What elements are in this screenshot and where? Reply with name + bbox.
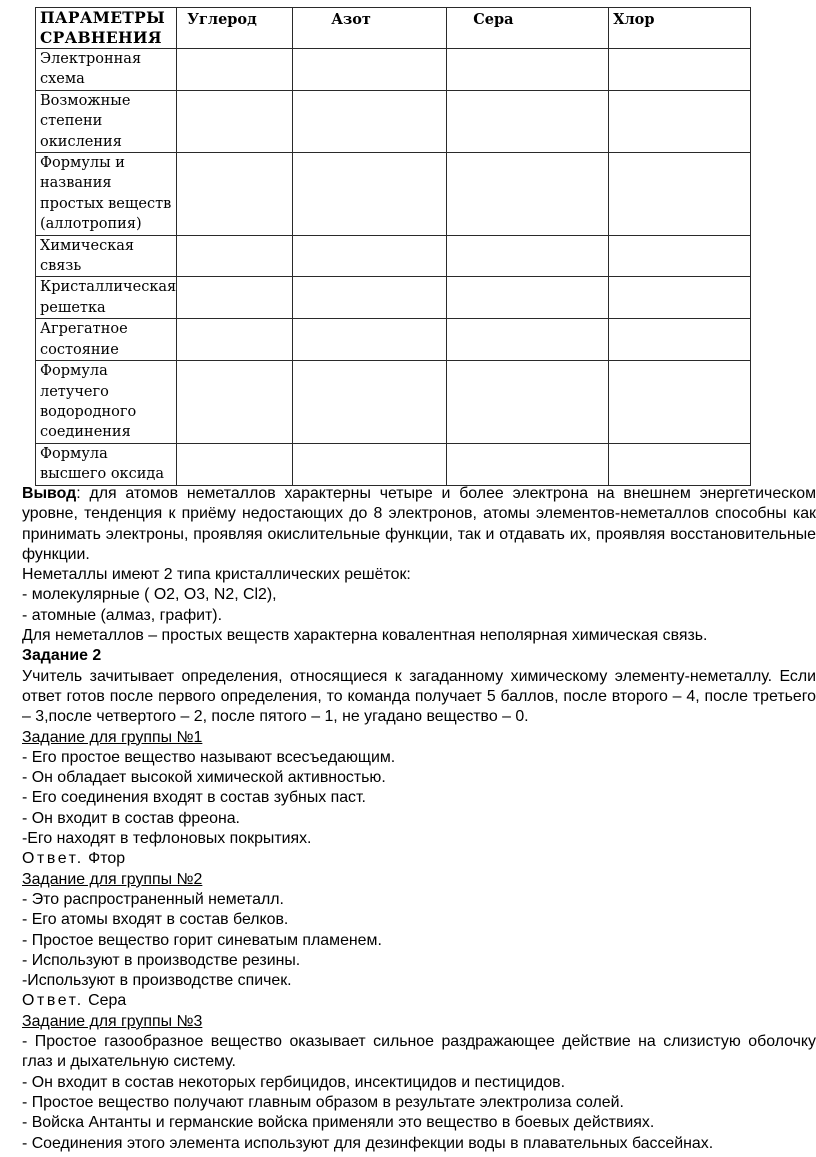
table-cell <box>609 443 751 485</box>
answer-value: Фтор <box>88 850 126 868</box>
group2-clue: - Его атомы входят в состав белков. <box>22 911 289 929</box>
row-label-higher-oxide: Формула высшего оксида <box>36 443 177 485</box>
group1-heading: Задание для группы №1 <box>22 728 203 746</box>
comparison-table <box>35 7 751 486</box>
table-cell <box>447 319 609 361</box>
table-cell <box>447 277 609 319</box>
table-cell <box>177 443 293 485</box>
answer-value: Сера <box>88 992 127 1010</box>
table-cell <box>609 49 751 91</box>
table-row <box>36 153 751 236</box>
group3-heading: Задание для группы №3 <box>22 1012 203 1030</box>
group2-clue: - Это распространенный неметалл. <box>22 890 284 908</box>
table-cell <box>177 319 293 361</box>
element-header-sulfur: Сера <box>447 8 609 49</box>
row-label-aggregate-state: Агрегатное состояние <box>36 319 177 361</box>
table-cell <box>609 319 751 361</box>
task2-intro: Учитель зачитывает определения, относящиеся к загаданному химическому элементу-неметаллу. Если ответ готов после первого определения, то команда получает 5 баллов, после второго – 4, после третьего – 3,после четвертого – 2, после пятого – 1, не угадано вещество – 0. <box>22 667 816 726</box>
table-cell <box>293 90 447 152</box>
table-cell <box>293 319 447 361</box>
table-cell <box>293 153 447 236</box>
lattice-intro: Неметаллы имеют 2 типа кристаллических решёток: <box>22 566 411 584</box>
lattice-atomic: - атомные (алмаз, графит). <box>22 606 223 624</box>
row-label-chemical-bond: Химическая связь <box>36 235 177 277</box>
table-cell <box>293 49 447 91</box>
table-cell <box>609 361 751 444</box>
answer-label: Ответ. <box>22 992 84 1010</box>
table-cell <box>177 153 293 236</box>
table-row <box>36 319 751 361</box>
element-header-chlorine: Хлор <box>609 8 751 49</box>
table-cell <box>293 277 447 319</box>
row-label-simple-substances: Формулы и названия простых веществ (аллотропия) <box>36 153 177 236</box>
conclusion-label: Вывод <box>22 485 77 502</box>
table-cell <box>447 49 609 91</box>
table-cell <box>609 153 751 236</box>
table-cell <box>177 361 293 444</box>
group3-clue: - Соединения этого элемента используют для дезинфекции воды в плавательных бассейнах. <box>22 1134 714 1152</box>
table-cell <box>177 277 293 319</box>
group2-clue: - Используют в производстве резины. <box>22 951 301 969</box>
param-header <box>36 8 177 49</box>
conclusion-text: : для атомов неметаллов характерны четыре и более электрона на внешнем энергетическом уровне, тенденция к приёму недостающих до 8 электронов, атомы элементов-неметаллов способны как принимать электроны, проявляя окислительные функции, так и отдавать их, проявляя восстановительные функции. <box>22 485 816 563</box>
row-label-hydrogen-compound: Формула летучего водородного соединения <box>36 361 177 444</box>
table-cell <box>293 361 447 444</box>
group1-clue: - Его простое вещество называют всесъедающим. <box>22 748 396 766</box>
table-cell <box>293 443 447 485</box>
element-header-carbon: Углерод <box>177 8 293 49</box>
group1-clue: -Его находят в тефлоновых покрытиях. <box>22 830 312 848</box>
param-header-text: ПАРАМЕТРЫ СРАВНЕНИЯ <box>40 8 166 47</box>
table-row <box>36 235 751 277</box>
conclusion-paragraph <box>0 484 816 565</box>
row-label-electron-scheme: Электронная схема <box>36 49 177 91</box>
task2-title: Задание 2 <box>22 647 102 665</box>
group1-clue: - Он обладает высокой химической активностью. <box>22 769 386 787</box>
table-header-row <box>36 8 751 49</box>
group3-clue: - Простое вещество получают главным образом в результате электролиза солей. <box>22 1093 624 1111</box>
group2-answer <box>0 991 816 1011</box>
table-cell <box>177 90 293 152</box>
row-label-oxidation-states: Возможные степени окисления <box>36 90 177 152</box>
answer-label: Ответ. <box>22 850 84 868</box>
lattice-molecular: - молекулярные ( О2, О3, N2, Cl2), <box>22 586 277 604</box>
table-cell <box>177 49 293 91</box>
table-cell <box>447 90 609 152</box>
document-body <box>0 484 816 1154</box>
table-row <box>36 90 751 152</box>
group3-clue: - Войска Антанты и германские войска применяли это вещество в боевых действиях. <box>22 1114 655 1132</box>
table-row <box>36 49 751 91</box>
group1-answer <box>0 849 816 869</box>
group1-clue: - Его соединения входят в состав зубных паст. <box>22 789 366 807</box>
table-cell <box>177 235 293 277</box>
table-cell <box>609 235 751 277</box>
table-cell <box>293 235 447 277</box>
table-cell <box>447 235 609 277</box>
table-cell <box>609 90 751 152</box>
group3-clue: - Он входит в состав некоторых гербицидов, инсектицидов и пестицидов. <box>22 1073 566 1091</box>
group2-heading: Задание для группы №2 <box>22 870 203 888</box>
group3-clue: - Простое газообразное вещество оказывает сильное раздражающее действие на слизистую оболочку глаз и дыхательную систему. <box>22 1033 816 1071</box>
table-cell <box>609 277 751 319</box>
table-row <box>36 443 751 485</box>
group2-clue: - Простое вещество горит синеватым пламенем. <box>22 931 382 949</box>
row-label-crystal-lattice: Кристаллическая решетка <box>36 277 177 319</box>
table-row <box>36 361 751 444</box>
table-cell <box>447 153 609 236</box>
group2-clue: -Используют в производстве спичек. <box>22 972 292 990</box>
group1-clue: - Он входит в состав фреона. <box>22 809 240 827</box>
element-header-nitrogen: Азот <box>293 8 447 49</box>
bond-statement: Для неметаллов – простых веществ характерна ковалентная неполярная химическая связь. <box>22 627 708 645</box>
table-cell <box>447 361 609 444</box>
table-cell <box>447 443 609 485</box>
table-row <box>36 277 751 319</box>
